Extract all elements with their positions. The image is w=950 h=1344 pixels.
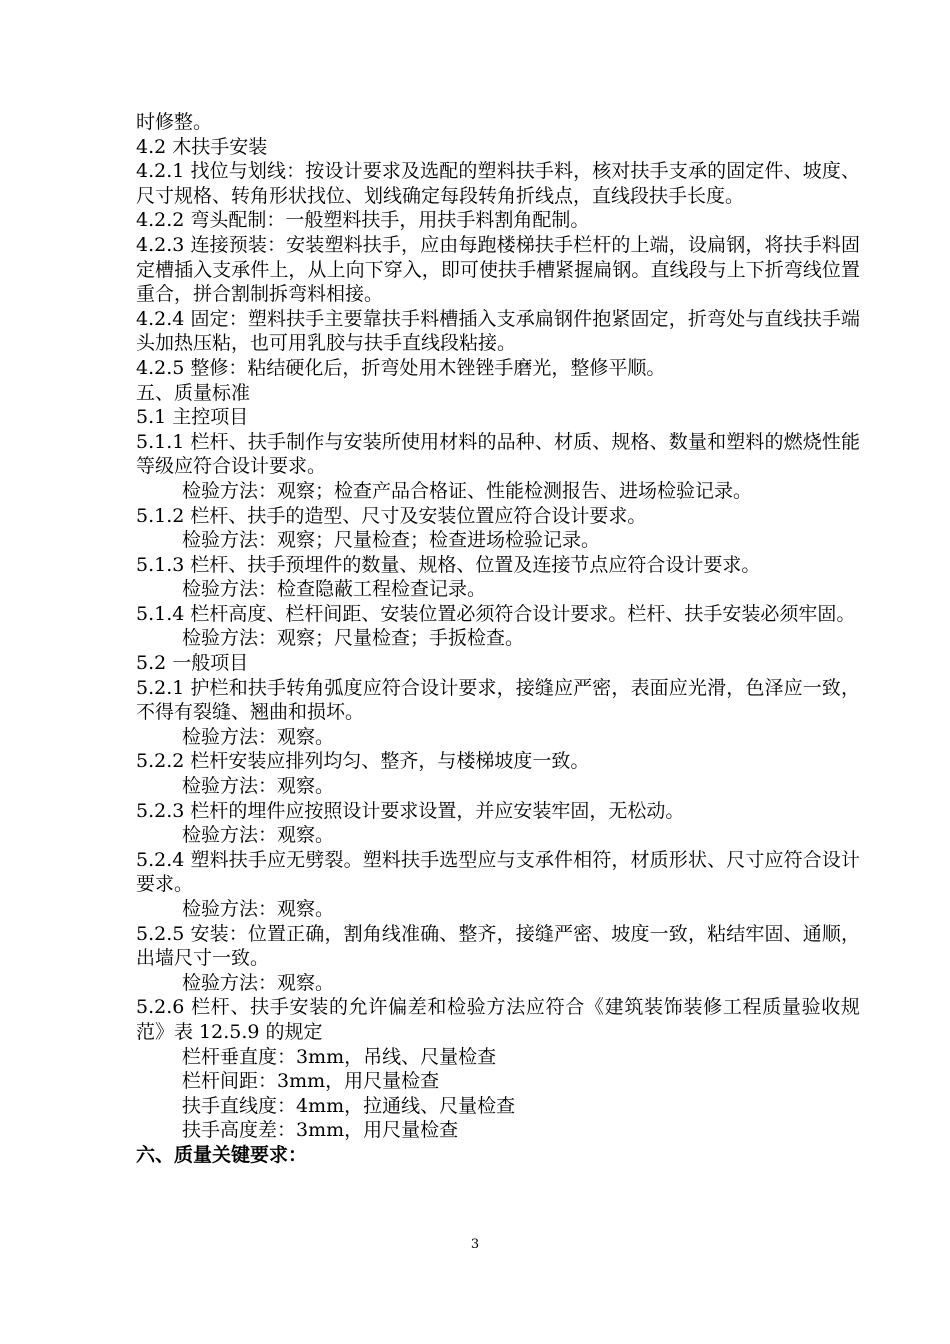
tolerance-item: 扶手高度差：3mm，用尺量检查 [182,1119,459,1142]
inspection-method: 检验方法：观察。 [182,775,335,798]
text-line: 时修整。 [136,111,213,133]
inspection-method: 检验方法：观察；检查产品合格证、性能检测报告、进场检验记录。 [182,479,753,502]
paragraph: 5.1.1 栏杆、扶手制作与安装所使用材料的品种、材质、规格、数量和塑料的燃烧性能等级应符合设计要求。 [136,430,860,478]
paragraph: 4.2.3 连接预装：安装塑料扶手，应由每跑楼梯扶手栏杆的上端，设扁钢，将扶手料固定槽插入支承件上，从上向下穿入，即可使扶手槽紧握扁钢。直线段与上下折弯线位置重合，拼合割制拆弯料相接。 [136,233,860,306]
chapter-heading: 六、质量关键要求： [136,1143,308,1166]
paragraph: 5.1.3 栏杆、扶手预埋件的数量、规格、位置及连接节点应符合设计要求。 [136,553,761,576]
inspection-method: 检验方法：检查隐蔽工程检查记录。 [182,578,487,601]
paragraph: 4.2.5 整修：粘结硬化后，折弯处用木锉锉手磨光，整修平顺。 [136,356,666,379]
document-body [136,110,860,1168]
section-heading: 5.1 主控项目 [136,406,249,429]
section-heading: 5.2 一般项目 [136,652,249,675]
page-number: 3 [470,1237,480,1252]
chapter-heading: 五、质量标准 [136,381,251,404]
paragraph: 4.2.4 固定：塑料扶手主要靠扶手料槽插入支承扁钢件抱紧固定，折弯处与直线扶手端头加热压粘，也可用乳胶与扶手直线段粘接。 [136,307,860,355]
paragraph: 5.1.2 栏杆、扶手的造型、尺寸及安装位置应符合设计要求。 [136,504,647,527]
inspection-method: 检验方法：观察。 [182,824,335,847]
inspection-method: 检验方法：观察；尺量检查；检查进场检验记录。 [182,529,601,552]
tolerance-item: 栏杆垂直度：3mm，吊线、尺量检查 [182,1045,497,1068]
paragraph: 5.2.6 栏杆、扶手安装的允许偏差和检验方法应符合《建筑装饰装修工程质量验收规范》表 12.5.9 的规定 [136,996,860,1043]
paragraph: 4.2.1 找位与划线：按设计要求及选配的塑料扶手料，核对扶手支承的固定件、坡度、尺寸规格、转角形状找位、划线确定每段转角折线点，直线段扶手长度。 [136,160,860,207]
inspection-method: 检验方法：观察；尺量检查；手扳检查。 [182,627,525,650]
paragraph: 5.2.1 护栏和扶手转角弧度应符合设计要求，接缝应严密，表面应光滑，色泽应一致，不得有裂缝、翘曲和损坏。 [136,676,860,724]
paragraph: 5.1.4 栏杆高度、栏杆间距、安装位置必须符合设计要求。栏杆、扶手安装必须牢固。 [136,602,856,625]
paragraph: 5.2.5 安装：位置正确，割角线准确、整齐，接缝严密、坡度一致，粘结牢固、通顺，出墙尺寸一致。 [136,922,860,970]
inspection-method: 检验方法：观察。 [182,971,335,994]
tolerance-item: 栏杆间距：3mm，用尺量检查 [182,1070,440,1093]
paragraph: 4.2.2 弯头配制：一般塑料扶手，用扶手料割角配制。 [136,209,590,232]
inspection-method: 检验方法：观察。 [182,725,335,748]
section-heading: 4.2 木扶手安装 [136,135,268,158]
tolerance-item: 扶手直线度：4mm，拉通线、尺量检查 [182,1094,516,1117]
inspection-method: 检验方法：观察。 [182,898,335,920]
paragraph: 5.2.3 栏杆的埋件应按照设计要求设置，并应安装牢固，无松动。 [136,799,685,822]
paragraph: 5.2.4 塑料扶手应无劈裂。塑料扶手选型应与支承件相符，材质形状、尺寸应符合设计要求。 [136,848,860,896]
paragraph: 5.2.2 栏杆安装应排列均匀、整齐，与楼梯坡度一致。 [136,750,590,773]
